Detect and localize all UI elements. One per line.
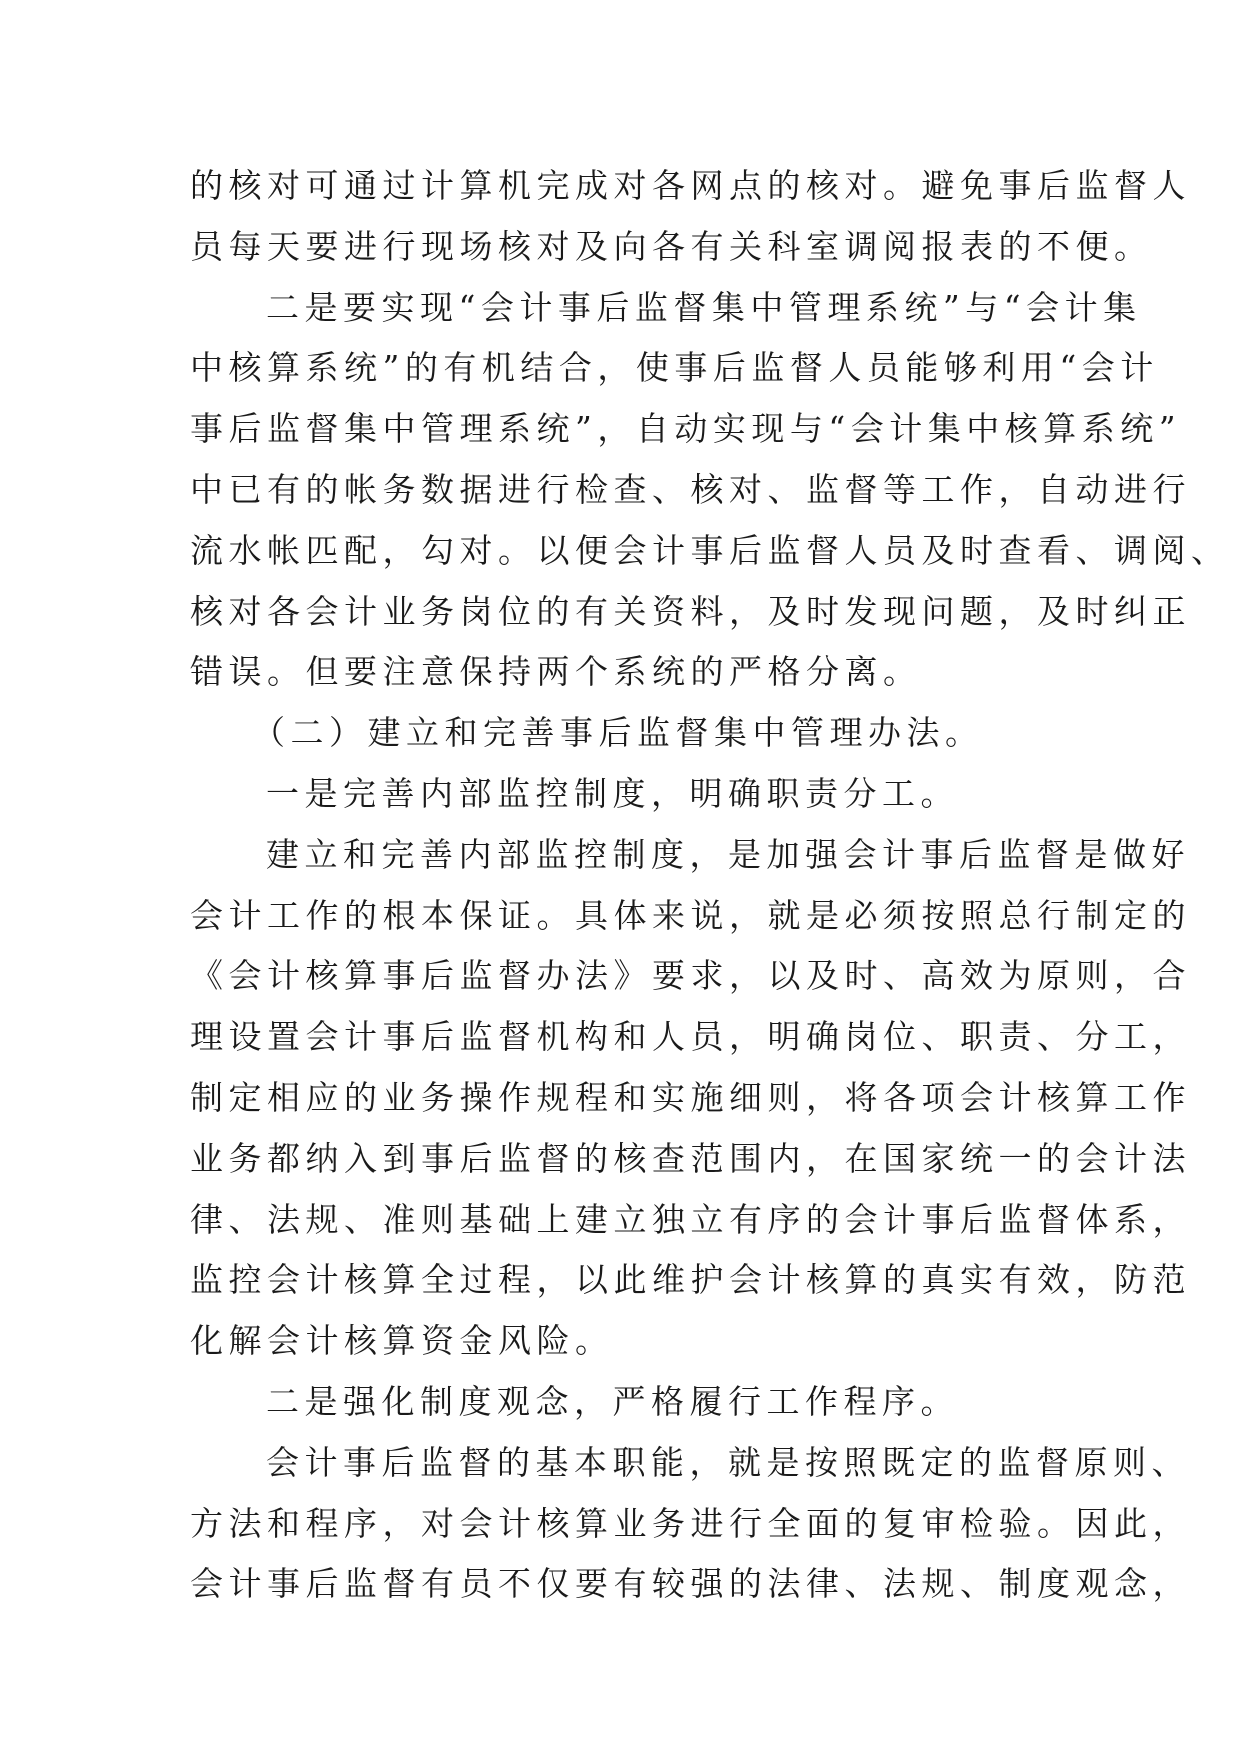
text-line: 错误。但要注意保持两个系统的严格分离。 xyxy=(190,652,922,692)
text-line: 的核对可通过计算机完成对各网点的核对。避免事后监督人 xyxy=(190,166,1191,205)
text-line: 会计事后监督有员不仅要有较强的法律、法规、制度观念， xyxy=(190,1564,1191,1604)
text-line: 核对各会计业务岗位的有关资料，及时发现问题，及时纠正 xyxy=(190,591,1191,631)
document-body xyxy=(190,156,1230,1615)
section-heading: （二）建立和完善事后监督集中管理办法。 xyxy=(252,713,984,753)
text-line: 事后监督集中管理系统”，自动实现与“会计集中核算系统” xyxy=(190,409,1182,449)
paragraph-start: 建立和完善内部监控制度，是加强会计事后监督是做好 xyxy=(266,834,1190,874)
text-line: 理设置会计事后监督机构和人员，明确岗位、职责、分工， xyxy=(190,1017,1191,1057)
text-line: 律、法规、准则基础上建立独立有序的会计事后监督体系， xyxy=(190,1199,1191,1239)
text-line: 监控会计核算全过程，以此维护会计核算的真实有效，防范 xyxy=(190,1260,1191,1300)
paragraph-start: 二是要实现“会计事后监督集中管理系统”与“会计集 xyxy=(266,287,1142,327)
text-line: 流水帐匹配，勾对。以便会计事后监督人员及时查看、调阅、 xyxy=(190,530,1230,570)
text-line: 会计工作的根本保证。具体来说，就是必须按照总行制定的 xyxy=(190,895,1191,935)
text-line: 化解会计核算资金风险。 xyxy=(190,1321,614,1361)
text-line: 员每天要进行现场核对及向各有关科室调阅报表的不便。 xyxy=(190,226,1153,266)
text-line: 《会计核算事后监督办法》要求，以及时、高效为原则，合 xyxy=(190,956,1191,996)
paragraph-start: 会计事后监督的基本职能，就是按照既定的监督原则、 xyxy=(266,1442,1190,1482)
subheading: 二是强化制度观念，严格履行工作程序。 xyxy=(266,1381,959,1421)
text-line: 中核算系统”的有机结合，使事后监督人员能够利用“会计 xyxy=(190,348,1159,388)
subheading: 一是完善内部监控制度，明确职责分工。 xyxy=(266,773,959,813)
text-line: 中已有的帐务数据进行检查、核对、监督等工作，自动进行 xyxy=(190,469,1191,509)
text-line: 方法和程序，对会计核算业务进行全面的复审检验。因此， xyxy=(190,1503,1191,1543)
text-line: 制定相应的业务操作规程和实施细则，将各项会计核算工作 xyxy=(190,1077,1191,1117)
text-line: 业务都纳入到事后监督的核查范围内，在国家统一的会计法 xyxy=(190,1138,1191,1178)
